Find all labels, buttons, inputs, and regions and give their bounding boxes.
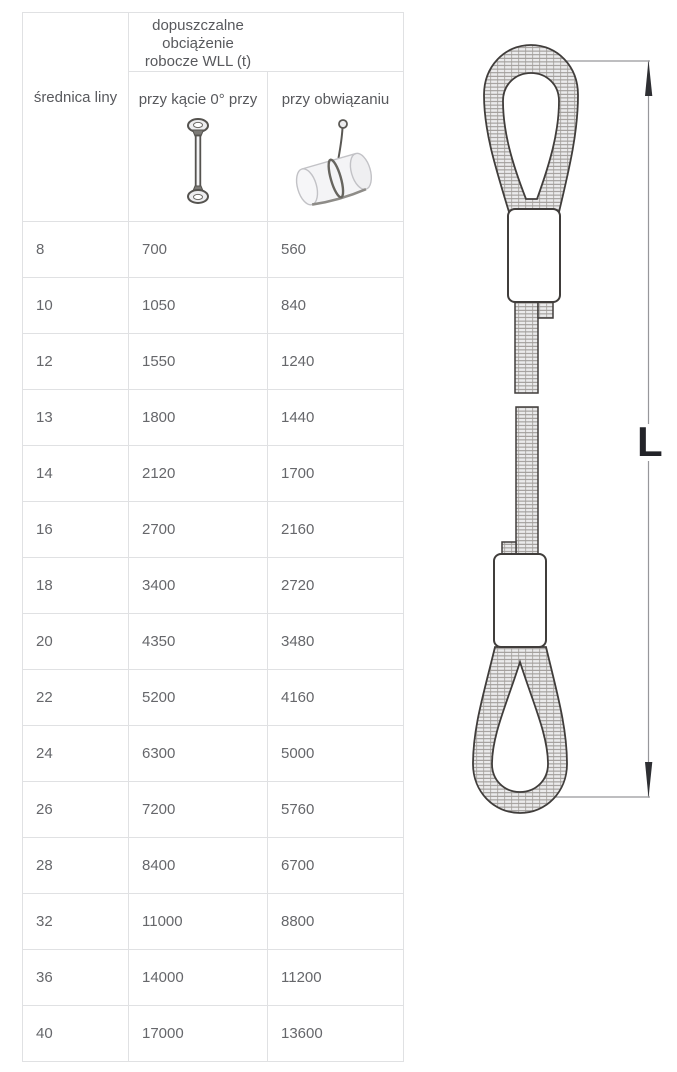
bottom-ferrule	[494, 554, 546, 647]
wll-choke-cell: 11200	[268, 950, 404, 1006]
diameter-cell: 28	[23, 838, 129, 894]
choke-column-header	[268, 72, 404, 222]
wll-vertical-cell: 4350	[129, 614, 268, 670]
table-row	[23, 1006, 404, 1062]
diameter-cell: 18	[23, 558, 129, 614]
top-eye-loop	[484, 45, 578, 212]
wll-group-header	[129, 13, 404, 72]
top-ferrule	[508, 209, 560, 302]
diameter-cell: 20	[23, 614, 129, 670]
wll-vertical-cell: 8400	[129, 838, 268, 894]
wll-vertical-cell: 1550	[129, 334, 268, 390]
table-row	[23, 334, 404, 390]
table-row	[23, 502, 404, 558]
wll-vertical-cell: 14000	[129, 950, 268, 1006]
table-row	[23, 838, 404, 894]
wll-vertical-cell: 700	[129, 222, 268, 278]
table-row	[23, 950, 404, 1006]
wll-vertical-cell: 1800	[129, 390, 268, 446]
wll-vertical-cell: 6300	[129, 726, 268, 782]
wll-choke-cell: 1240	[268, 334, 404, 390]
wll-vertical-cell: 2120	[129, 446, 268, 502]
diameter-header-label: średnica liny	[33, 89, 118, 106]
wll-spec-table-container	[22, 12, 404, 1062]
wll-choke-cell: 4160	[268, 670, 404, 726]
diameter-cell: 12	[23, 334, 129, 390]
table-row	[23, 726, 404, 782]
table-row	[23, 670, 404, 726]
rope-segment-lower	[516, 407, 538, 555]
diameter-cell: 16	[23, 502, 129, 558]
wll-vertical-cell: 3400	[129, 558, 268, 614]
dimension-arrow-down	[645, 762, 652, 798]
wll-choke-cell: 5000	[268, 726, 404, 782]
wll-choke-cell: 2160	[268, 502, 404, 558]
wll-choke-cell: 8800	[268, 894, 404, 950]
diameter-cell: 40	[23, 1006, 129, 1062]
wll-table	[22, 12, 404, 1062]
wll-vertical-cell: 1050	[129, 278, 268, 334]
wll-choke-cell: 2720	[268, 558, 404, 614]
sling-diagram	[420, 0, 677, 1072]
wll-choke-cell: 1440	[268, 390, 404, 446]
table-row	[23, 782, 404, 838]
diameter-cell: 26	[23, 782, 129, 838]
table-row	[23, 278, 404, 334]
header-row-1	[23, 13, 404, 72]
table-row	[23, 390, 404, 446]
wll-choke-cell: 6700	[268, 838, 404, 894]
diameter-cell: 8	[23, 222, 129, 278]
rope-segment-upper	[515, 300, 538, 393]
diameter-cell: 13	[23, 390, 129, 446]
wll-table-body	[23, 222, 404, 1062]
choke-hitch-icon	[294, 117, 378, 207]
wll-vertical-cell: 2700	[129, 502, 268, 558]
table-row	[23, 446, 404, 502]
wll-choke-cell: 13600	[268, 1006, 404, 1062]
table-row	[23, 894, 404, 950]
vertical-column-header	[129, 72, 268, 222]
diameter-cell: 24	[23, 726, 129, 782]
dimension-arrow-up	[645, 60, 652, 96]
table-row	[23, 614, 404, 670]
table-row	[23, 222, 404, 278]
diameter-column-header	[23, 13, 129, 222]
wll-vertical-cell: 5200	[129, 670, 268, 726]
wll-group-header-label: dopuszczalne obciążenie robocze WLL (t)	[144, 17, 252, 70]
diameter-cell: 22	[23, 670, 129, 726]
wll-choke-cell: 3480	[268, 614, 404, 670]
diameter-cell: 14	[23, 446, 129, 502]
wll-choke-cell: 5760	[268, 782, 404, 838]
vertical-header-label: przy kącie 0° przy	[138, 91, 258, 108]
vertical-sling-icon	[180, 117, 216, 205]
wll-choke-cell: 840	[268, 278, 404, 334]
wll-choke-cell: 1700	[268, 446, 404, 502]
wll-vertical-cell: 7200	[129, 782, 268, 838]
wll-vertical-cell: 17000	[129, 1006, 268, 1062]
diameter-cell: 32	[23, 894, 129, 950]
choke-header-label: przy obwiązaniu	[281, 91, 390, 108]
diameter-cell: 10	[23, 278, 129, 334]
length-label: L	[637, 418, 663, 465]
diameter-cell: 36	[23, 950, 129, 1006]
wll-choke-cell: 560	[268, 222, 404, 278]
wll-vertical-cell: 11000	[129, 894, 268, 950]
table-row	[23, 558, 404, 614]
bottom-eye-loop	[473, 647, 567, 813]
